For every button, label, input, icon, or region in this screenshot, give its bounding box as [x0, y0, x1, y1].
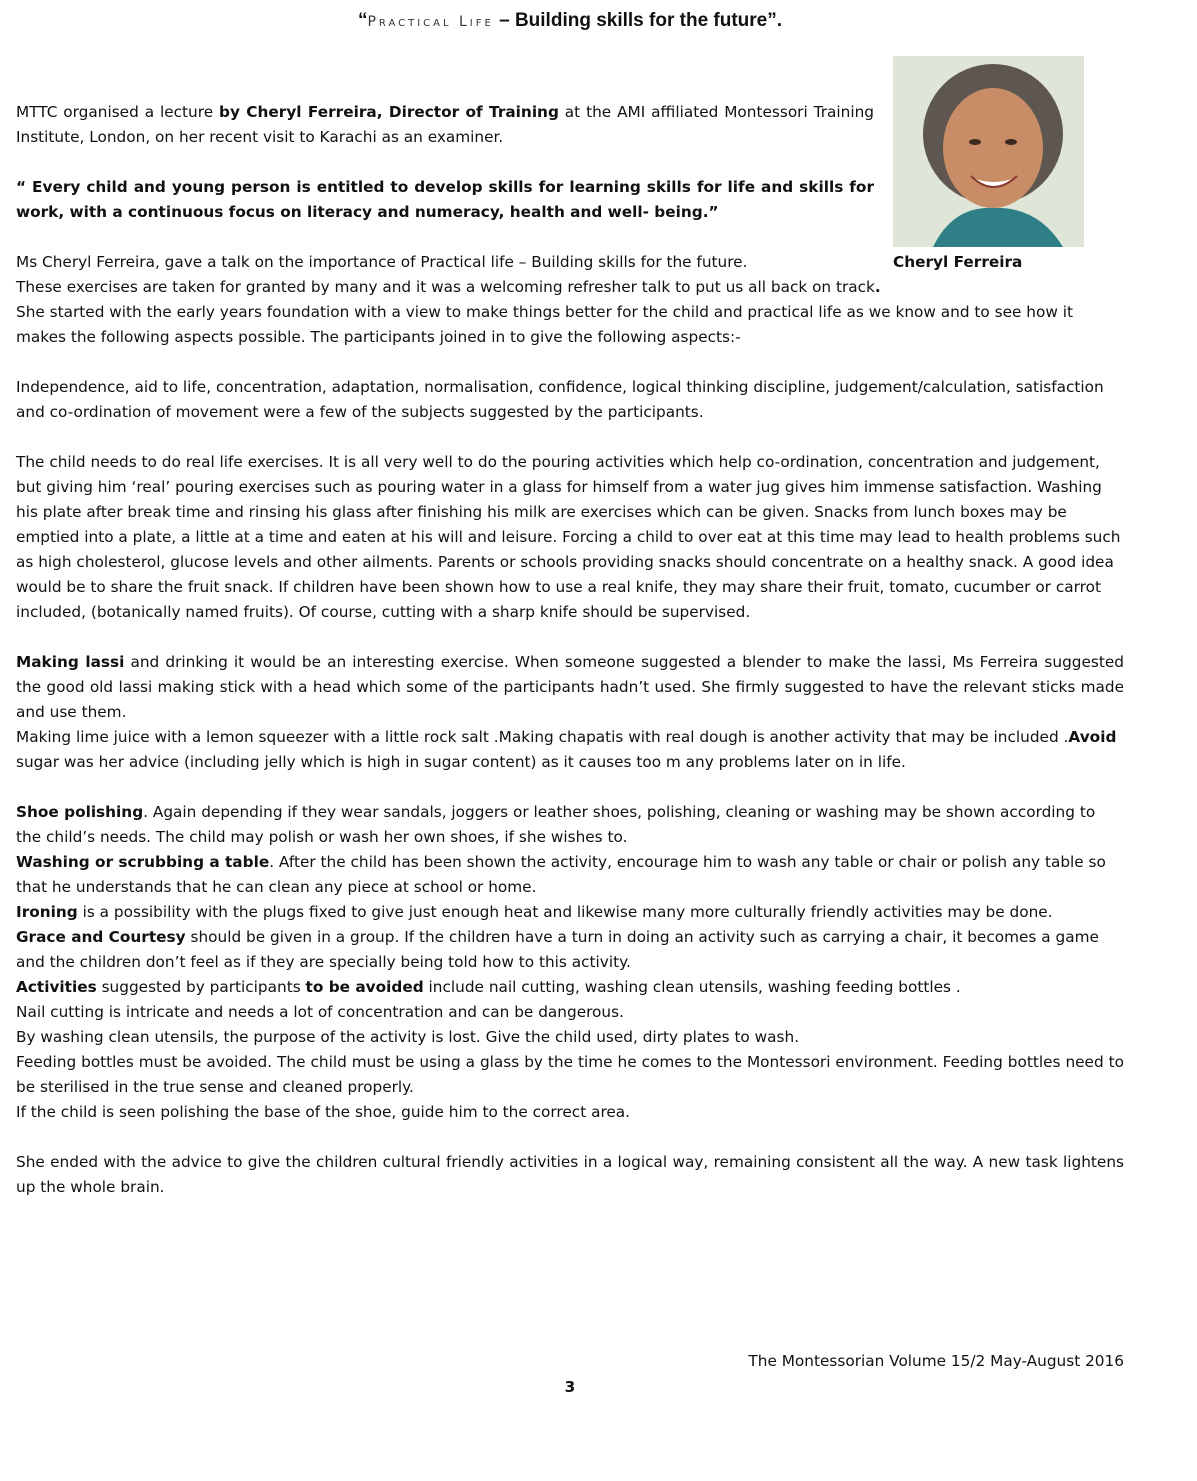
title-bold-part: – Building skills for the future”. — [493, 10, 783, 31]
intro-text-c: at the AMI affiliated Montessori Training Institute, London, on her recent visit to Karachi as an examiner. — [16, 103, 874, 146]
ironing-paragraph — [16, 900, 1124, 925]
shoe-heading: Shoe polishing — [16, 803, 144, 821]
activities-paragraph — [16, 975, 1124, 1000]
grace-text: should be given in a group. If the children have a turn in doing an activity such as carrying a chair, it becomes a game and the children don’t feel as if they are specially being told how to this activity. — [16, 928, 1099, 971]
table-text: . After the child has been shown the activity, encourage him to wash any table or chair or polish any table so that he understands that he can clean any piece at school or home. — [16, 853, 1106, 896]
article-body — [16, 100, 1124, 1200]
title-open-quote: “ — [357, 10, 368, 31]
ending-paragraph: She ended with the advice to give the children cultural friendly activities in a logical way, remaining consistent all the way. A new task lightens up the whole brain. — [16, 1153, 1124, 1196]
title-light-part: Practical Life — [367, 14, 494, 30]
bottles-paragraph: Feeding bottles must be avoided. The child must be using a glass by the time he comes to the Montessori environment. Feeding bottles need to be sterilised in the true sense and cleaned properly. — [16, 1053, 1124, 1096]
lime-text-a: Making lime juice with a lemon squeezer with a little rock salt .Making chapatis with real dough is another activity that may be included . — [16, 728, 1069, 746]
lassi-text: and drinking it would be an interesting exercise. When someone suggested a blender to make the lassi, Ms Ferreira suggested the good old lassi making stick with a head which some of the participants hadn’t used. She firmly suggested to have the relevant sticks made and use them. — [16, 653, 1124, 721]
lime-avoid: Avoid — [1068, 728, 1117, 746]
shoe-base-line: If the child is seen polishing the base of the shoe, guide him to the correct area. — [16, 1103, 631, 1121]
table-paragraph — [16, 850, 1124, 900]
quote-text: “ Every child and young person is entitled to develop skills for learning skills for life and skills for work, with a continuous focus on literacy and numeracy, health and well- being.” — [16, 178, 874, 221]
intro-speaker: by Cheryl Ferreira, Director of Training — [219, 103, 559, 121]
intro-paragraph — [16, 100, 874, 150]
utensils-line: By washing clean utensils, the purpose of the activity is lost. Give the child used, dirty plates to wash. — [16, 1028, 800, 1046]
page-number: 3 — [564, 1378, 576, 1396]
table-heading: Washing or scrubbing a table — [16, 853, 270, 871]
talk-line: Ms Cheryl Ferreira, gave a talk on the importance of Practical life – Building skills for the future. — [16, 253, 748, 271]
exercises-dot: . — [874, 278, 881, 296]
activities-text-a: suggested by participants — [96, 978, 306, 996]
lassi-paragraph — [16, 650, 1124, 725]
intro-text-a: MTTC organised a lecture — [16, 103, 220, 121]
talk-row — [16, 250, 1124, 275]
activities-heading: Activities — [16, 978, 97, 996]
exercises-line — [16, 275, 1124, 300]
aspects-paragraph: Independence, aid to life, concentration, adaptation, normalisation, confidence, logical thinking discipline, judgement/calculation, satisfaction and co-ordination of movement were a few of the subjects suggested by the participants. — [16, 378, 1104, 421]
publication-footer: The Montessorian Volume 15/2 May-August 2016 — [748, 1352, 1124, 1370]
activities-avoided: to be avoided — [305, 978, 424, 996]
real-life-paragraph: The child needs to do real life exercises. It is all very well to do the pouring activities which help co-ordination, concentration and judgement, but giving him ‘real’ pouring exercises such as pouring water in a glass for himself from a water jug gives him immense satisfaction. Washing his plate after break time and rinsing his glass after finishing his milk are exercises which can be given. Snacks from lunch boxes may be emptied into a plate, a little at a time and eaten at his will and leisure. Forcing a child to over eat at this time may lead to health problems such as high cholesterol, glucose levels and other ailments. Parents or schools providing snacks should concentrate on a healthy snack. A good idea would be to share the fruit snack. If children have been shown how to use a real knife, they may share their fruit, tomato, cucumber or carrot included, (botanically named fruits). Of course, cutting with a sharp knife should be supervised. — [16, 453, 1121, 621]
started-paragraph: She started with the early years foundation with a view to make things better for the child and practical life as we know and to see how it makes the following aspects possible. The participants joined in to give the following aspects:- — [16, 303, 1073, 346]
shoe-text: . Again depending if they wear sandals, joggers or leather shoes, polishing, cleaning or washing may be shown according to the child’s needs. The child may polish or wash her own shoes, if she wishes to. — [16, 803, 1096, 846]
page-title — [0, 8, 1140, 35]
lime-text-b: sugar was her advice (including jelly which is high in sugar content) as it causes too m any problems later on in life. — [16, 753, 906, 771]
activities-text-b: include nail cutting, washing clean utensils, washing feeding bottles . — [423, 978, 961, 996]
shoe-paragraph — [16, 800, 1124, 850]
ironing-text: is a possibility with the plugs fixed to give just enough heat and likewise many more culturally friendly activities may be done. — [77, 903, 1053, 921]
exercises-text: These exercises are taken for granted by many and it was a welcoming refresher talk to put us all back on track — [16, 278, 875, 296]
nail-line: Nail cutting is intricate and needs a lot of concentration and can be dangerous. — [16, 1003, 624, 1021]
grace-paragraph — [16, 925, 1124, 975]
photo-caption: Cheryl Ferreira — [893, 253, 1023, 271]
intro-quote — [16, 175, 874, 225]
grace-heading: Grace and Courtesy — [16, 928, 186, 946]
ironing-heading: Ironing — [16, 903, 78, 921]
lassi-heading: Making lassi — [16, 653, 125, 671]
lime-paragraph — [16, 725, 1124, 775]
